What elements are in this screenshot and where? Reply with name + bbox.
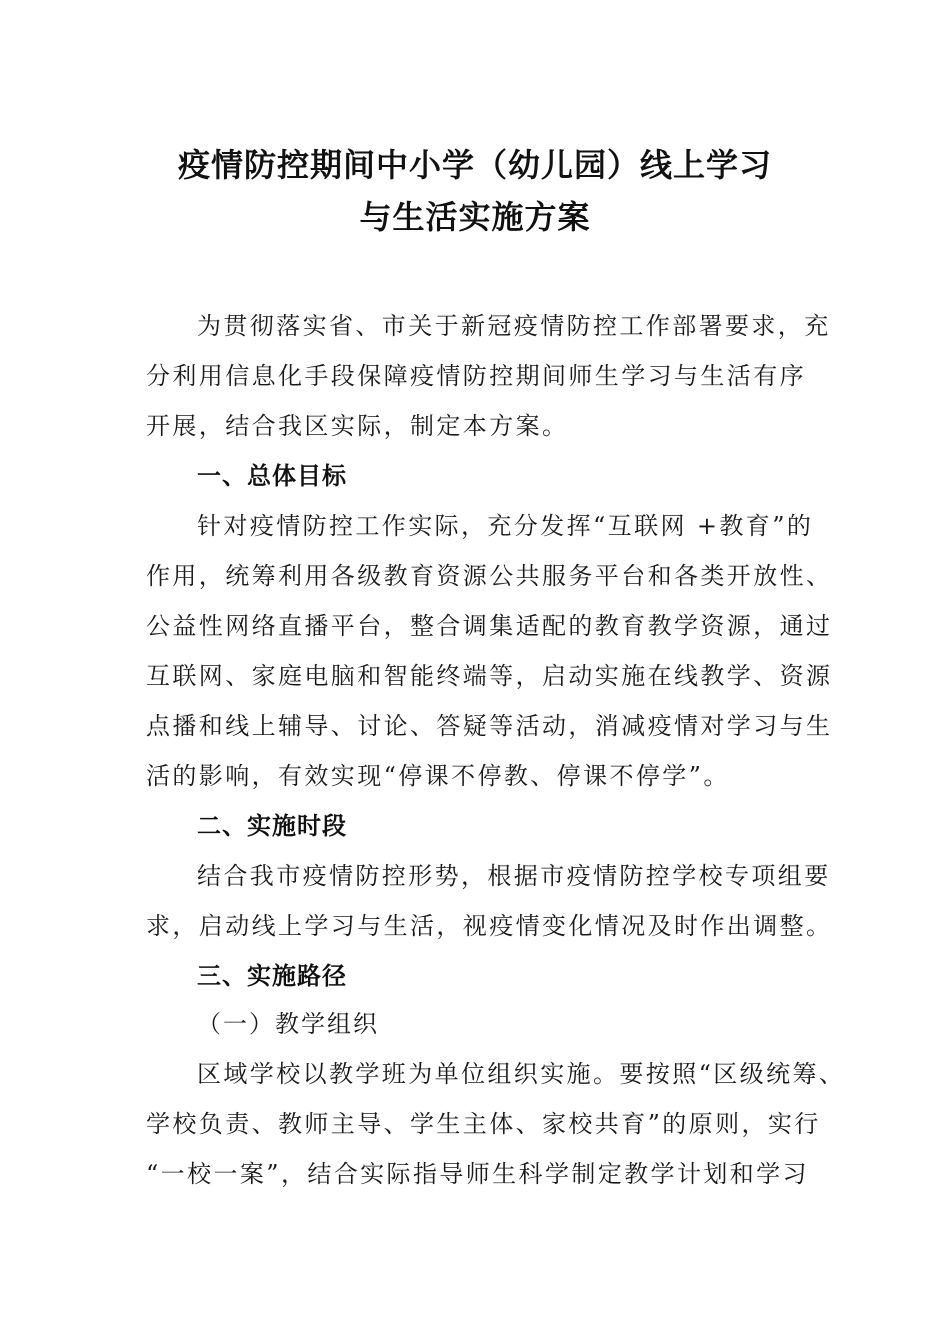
section1-line-2: 作用，统筹利用各级教育资源公共服务平台和各类开放性、	[146, 562, 833, 590]
intro-line-2: 分利用信息化手段保障疫情防控期间师生学习与生活有序	[146, 362, 806, 390]
section-heading-goals: 一、总体目标	[197, 462, 347, 490]
section1-line-3: 公益性网络直播平台，整合调集适配的教育教学资源，通过	[146, 612, 833, 640]
section2-line-2: 求，启动线上学习与生活，视疫情变化情况及时作出调整。	[146, 912, 833, 940]
section3-line-3: “一校一案”，结合实际指导师生科学制定教学计划和学习	[146, 1160, 809, 1188]
document-title-line-2: 与生活实施方案	[359, 198, 591, 236]
subsection-heading-teaching: （一）教学组织	[197, 1010, 379, 1038]
section1-line-5: 点播和线上辅导、讨论、答疑等活动，消减疫情对学习与生	[146, 712, 833, 740]
section1-line-1: 针对疫情防控工作实际，充分发挥“互联网 +教育”的	[197, 512, 814, 540]
section-heading-period: 二、实施时段	[197, 812, 347, 840]
section1-line-4: 互联网、家庭电脑和智能终端等，启动实施在线教学、资源	[146, 662, 833, 690]
document-title-line-1: 疫情防控期间中小学（幼儿园）线上学习	[177, 146, 772, 184]
section2-line-1: 结合我市疫情防控形势，根据市疫情防控学校专项组要	[197, 862, 831, 890]
section3-line-2: 学校负责、教师主导、学生主体、家校共育”的原则，实行	[146, 1110, 821, 1138]
intro-line-1: 为贯彻落实省、市关于新冠疫情防控工作部署要求，充	[197, 312, 831, 340]
section-heading-path: 三、实施路径	[197, 962, 347, 990]
section3-line-1: 区域学校以教学班为单位组织实施。要按照“区级统筹、	[197, 1060, 846, 1088]
intro-line-3: 开展，结合我区实际，制定本方案。	[146, 412, 569, 440]
section1-line-6: 活的影响，有效实现“停课不停教、停课不停学”。	[146, 762, 730, 790]
